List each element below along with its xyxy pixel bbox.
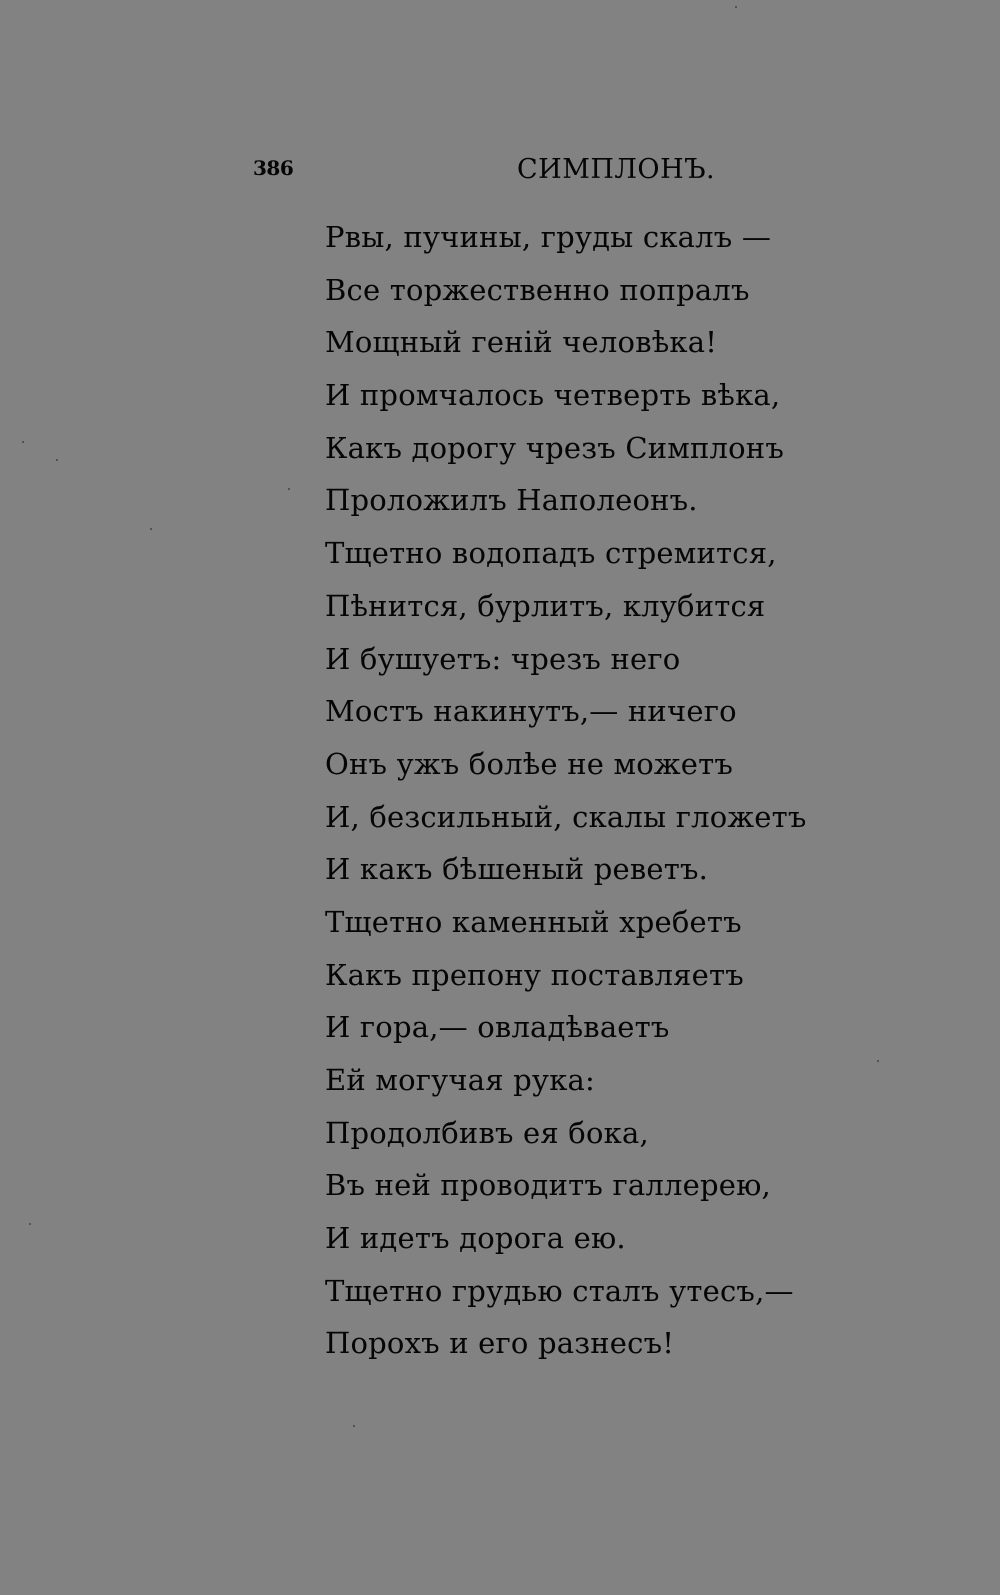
poem-line: Продолбивъ ея бока, [325, 1115, 649, 1150]
scan-speck [29, 1223, 31, 1225]
poem-line: Все торжественно попралъ [325, 272, 750, 307]
poem-line: Проложилъ Наполеонъ. [325, 483, 698, 518]
scan-speck [288, 488, 290, 490]
poem-line: Какъ препону поставляетъ [325, 957, 744, 992]
scan-speck [353, 1425, 355, 1427]
poem-line: Ей могучая рука: [325, 1063, 595, 1097]
scan-speck [877, 1060, 879, 1062]
poem-line: Тщетно каменный хребетъ [325, 904, 742, 939]
poem-line: Пѣнится, бурлитъ, клубится [325, 588, 766, 623]
poem-line: И промчалось четверть вѣка, [325, 378, 781, 413]
poem-line: Мощный геній человѣка! [325, 325, 718, 360]
poem-line: Онъ ужъ болѣе не можетъ [325, 746, 734, 781]
scan-speck [150, 528, 152, 530]
scan-speck [56, 459, 58, 461]
poem-line: И бушуетъ: чрезъ него [325, 641, 681, 676]
scan-speck [735, 6, 737, 8]
poem-line: Въ ней проводитъ галлерею, [325, 1168, 771, 1203]
poem-line: И гора,— овладѣваетъ [325, 1010, 670, 1045]
poem-text [325, 215, 885, 1374]
poem-line: Порохъ и его разнесъ! [325, 1326, 675, 1361]
poem-line: Какъ дорогу чрезъ Симплонъ [325, 430, 784, 465]
poem-line: И, безсильный, скалы гложетъ [325, 799, 807, 834]
poem-line: И идетъ дорога ею. [325, 1221, 626, 1256]
poem-line: И какъ бѣшеный реветъ. [325, 852, 709, 887]
poem-line: Рвы, пучины, груды скалъ — [325, 220, 772, 254]
running-head: СИМПЛОНЪ. [517, 154, 716, 185]
page-number: 386 [253, 156, 294, 180]
scan-speck [22, 441, 24, 443]
poem-line: Мостъ накинутъ,— ничего [325, 694, 737, 729]
poem-line: Тщетно грудью сталъ утесъ,— [325, 1273, 794, 1308]
poem-line: Тщетно водопадъ стремится, [325, 536, 777, 571]
